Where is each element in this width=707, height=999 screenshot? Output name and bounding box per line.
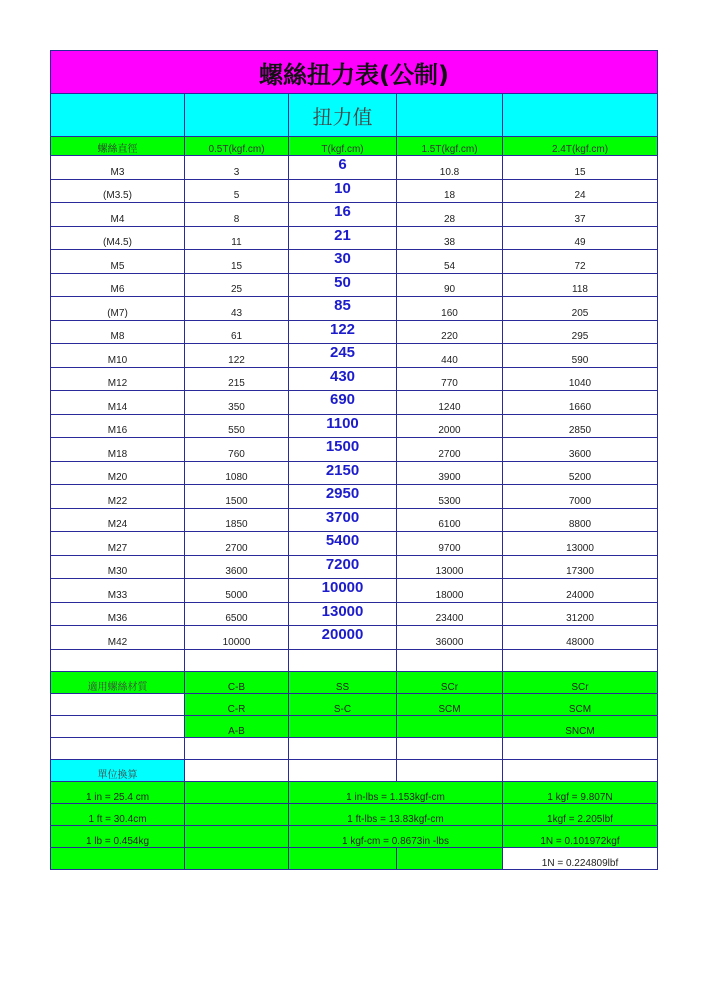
subheader-blank xyxy=(397,94,503,137)
cell-diameter: M33 xyxy=(51,579,185,603)
cell-diameter: M16 xyxy=(51,414,185,438)
cell-t: 21 xyxy=(289,226,397,250)
material-cell: SS xyxy=(289,671,397,693)
cell-diameter: M42 xyxy=(51,626,185,650)
cell-0-5t: 25 xyxy=(185,273,289,297)
material-cell: SNCM xyxy=(503,715,658,737)
cell-0-5t: 11 xyxy=(185,226,289,250)
cell-1-5t: 2000 xyxy=(397,414,503,438)
cell-2-4t: 72 xyxy=(503,250,658,274)
cell-2-4t: 5200 xyxy=(503,461,658,485)
material-row xyxy=(51,715,658,737)
cell-2-4t: 24000 xyxy=(503,579,658,603)
cell-t: 1100 xyxy=(289,414,397,438)
cell-0-5t: 5000 xyxy=(185,579,289,603)
cell-0-5t: 1500 xyxy=(185,485,289,509)
torque-table-sheet xyxy=(50,50,657,870)
cell-t: 1500 xyxy=(289,438,397,462)
blank-cell xyxy=(397,649,503,671)
conversion-force: 1kgf = 2.205lbf xyxy=(503,803,658,825)
cell-0-5t: 1080 xyxy=(185,461,289,485)
table-row xyxy=(51,273,658,297)
cell-0-5t: 350 xyxy=(185,391,289,415)
cell-diameter: M27 xyxy=(51,532,185,556)
subheader-torque-value: 扭力值 xyxy=(289,94,397,137)
material-cell: SCM xyxy=(397,693,503,715)
spacer-row xyxy=(51,737,658,759)
cell-t: 5400 xyxy=(289,532,397,556)
cell-1-5t: 9700 xyxy=(397,532,503,556)
cell-2-4t: 118 xyxy=(503,273,658,297)
cell-t: 430 xyxy=(289,367,397,391)
materials-label: 適用螺絲材質 xyxy=(51,671,185,693)
cell-0-5t: 6500 xyxy=(185,602,289,626)
conversion-row xyxy=(51,803,658,825)
cell-diameter: M3 xyxy=(51,156,185,180)
cell-1-5t: 5300 xyxy=(397,485,503,509)
cell-diameter: M5 xyxy=(51,250,185,274)
table-row xyxy=(51,532,658,556)
cell-2-4t: 3600 xyxy=(503,438,658,462)
cell-2-4t: 15 xyxy=(503,156,658,180)
blank-cell xyxy=(51,693,185,715)
cell-1-5t: 2700 xyxy=(397,438,503,462)
table-row xyxy=(51,555,658,579)
cell-diameter: M14 xyxy=(51,391,185,415)
cell-0-5t: 2700 xyxy=(185,532,289,556)
cell-1-5t: 54 xyxy=(397,250,503,274)
blank-cell xyxy=(51,737,185,759)
cell-diameter: M20 xyxy=(51,461,185,485)
material-cell: A-B xyxy=(185,715,289,737)
conversion-row xyxy=(51,847,658,869)
conversion-label: 單位換算 xyxy=(51,759,185,781)
material-row xyxy=(51,693,658,715)
cell-1-5t: 3900 xyxy=(397,461,503,485)
cell-diameter: M8 xyxy=(51,320,185,344)
cell-t: 85 xyxy=(289,297,397,321)
table-row xyxy=(51,508,658,532)
cell-1-5t: 28 xyxy=(397,203,503,227)
cell-diameter: M24 xyxy=(51,508,185,532)
torque-table xyxy=(50,50,658,870)
cell-diameter: M12 xyxy=(51,367,185,391)
table-row xyxy=(51,226,658,250)
material-cell: SCr xyxy=(503,671,658,693)
blank-cell xyxy=(185,825,289,847)
material-cell: C-R xyxy=(185,693,289,715)
cell-diameter: M30 xyxy=(51,555,185,579)
conversion-length: 1 in = 25.4 cm xyxy=(51,781,185,803)
table-row xyxy=(51,579,658,603)
material-cell xyxy=(397,715,503,737)
table-row xyxy=(51,602,658,626)
cell-t: 3700 xyxy=(289,508,397,532)
cell-0-5t: 8 xyxy=(185,203,289,227)
cell-1-5t: 38 xyxy=(397,226,503,250)
blank-cell xyxy=(503,759,658,781)
cell-2-4t: 48000 xyxy=(503,626,658,650)
cell-2-4t: 2850 xyxy=(503,414,658,438)
conversion-torque: 1 in-lbs = 1.153kgf-cm xyxy=(289,781,503,803)
conversion-header-row xyxy=(51,759,658,781)
cell-t: 10 xyxy=(289,179,397,203)
blank-cell xyxy=(397,737,503,759)
table-row xyxy=(51,438,658,462)
blank-cell xyxy=(289,649,397,671)
cell-0-5t: 550 xyxy=(185,414,289,438)
material-row xyxy=(51,671,658,693)
cell-diameter: M22 xyxy=(51,485,185,509)
blank-cell xyxy=(503,649,658,671)
table-row xyxy=(51,297,658,321)
table-row xyxy=(51,250,658,274)
cell-2-4t: 17300 xyxy=(503,555,658,579)
cell-2-4t: 37 xyxy=(503,203,658,227)
cell-t: 2150 xyxy=(289,461,397,485)
cell-t: 7200 xyxy=(289,555,397,579)
table-row xyxy=(51,626,658,650)
cell-t: 16 xyxy=(289,203,397,227)
table-row xyxy=(51,179,658,203)
conversion-force: 1N = 0.101972kgf xyxy=(503,825,658,847)
table-title: 螺絲扭力表(公制) xyxy=(51,51,658,94)
cell-diameter: M10 xyxy=(51,344,185,368)
table-row xyxy=(51,320,658,344)
conversion-row xyxy=(51,781,658,803)
table-row xyxy=(51,391,658,415)
cell-0-5t: 1850 xyxy=(185,508,289,532)
cell-0-5t: 61 xyxy=(185,320,289,344)
cell-t: 2950 xyxy=(289,485,397,509)
blank-cell xyxy=(289,759,397,781)
blank-cell xyxy=(289,737,397,759)
blank-cell xyxy=(503,737,658,759)
cell-t: 245 xyxy=(289,344,397,368)
cell-2-4t: 8800 xyxy=(503,508,658,532)
cell-2-4t: 295 xyxy=(503,320,658,344)
cell-2-4t: 24 xyxy=(503,179,658,203)
cell-2-4t: 1040 xyxy=(503,367,658,391)
cell-0-5t: 215 xyxy=(185,367,289,391)
cell-0-5t: 760 xyxy=(185,438,289,462)
cell-0-5t: 15 xyxy=(185,250,289,274)
spacer-row xyxy=(51,649,658,671)
cell-2-4t: 590 xyxy=(503,344,658,368)
cell-2-4t: 1660 xyxy=(503,391,658,415)
cell-diameter: M6 xyxy=(51,273,185,297)
cell-t: 122 xyxy=(289,320,397,344)
cell-0-5t: 122 xyxy=(185,344,289,368)
cell-t: 13000 xyxy=(289,602,397,626)
table-row xyxy=(51,156,658,180)
column-header-diameter: 螺絲直徑 xyxy=(51,137,185,156)
material-cell: C-B xyxy=(185,671,289,693)
cell-1-5t: 1240 xyxy=(397,391,503,415)
cell-1-5t: 23400 xyxy=(397,602,503,626)
cell-1-5t: 160 xyxy=(397,297,503,321)
table-row xyxy=(51,461,658,485)
cell-2-4t: 205 xyxy=(503,297,658,321)
material-cell xyxy=(289,715,397,737)
blank-cell xyxy=(185,759,289,781)
cell-1-5t: 220 xyxy=(397,320,503,344)
blank-cell xyxy=(289,847,397,869)
conversion-length xyxy=(51,847,185,869)
table-row xyxy=(51,344,658,368)
cell-t: 10000 xyxy=(289,579,397,603)
cell-t: 20000 xyxy=(289,626,397,650)
column-header-t: T(kgf.cm) xyxy=(289,137,397,156)
cell-t: 50 xyxy=(289,273,397,297)
cell-2-4t: 49 xyxy=(503,226,658,250)
cell-diameter: (M3.5) xyxy=(51,179,185,203)
cell-1-5t: 13000 xyxy=(397,555,503,579)
cell-1-5t: 18000 xyxy=(397,579,503,603)
blank-cell xyxy=(185,737,289,759)
blank-cell xyxy=(185,847,289,869)
material-cell: SCr xyxy=(397,671,503,693)
blank-cell xyxy=(185,803,289,825)
table-row xyxy=(51,367,658,391)
subheader-blank xyxy=(51,94,185,137)
cell-t: 6 xyxy=(289,156,397,180)
cell-1-5t: 770 xyxy=(397,367,503,391)
column-header-0-5t: 0.5T(kgf.cm) xyxy=(185,137,289,156)
cell-0-5t: 10000 xyxy=(185,626,289,650)
blank-cell xyxy=(51,649,185,671)
blank-cell xyxy=(51,715,185,737)
cell-1-5t: 6100 xyxy=(397,508,503,532)
table-row xyxy=(51,485,658,509)
table-row xyxy=(51,414,658,438)
cell-2-4t: 31200 xyxy=(503,602,658,626)
cell-t: 690 xyxy=(289,391,397,415)
conversion-length: 1 lb = 0.454kg xyxy=(51,825,185,847)
cell-2-4t: 13000 xyxy=(503,532,658,556)
cell-diameter: (M7) xyxy=(51,297,185,321)
blank-cell xyxy=(185,781,289,803)
material-cell: S-C xyxy=(289,693,397,715)
cell-diameter: M18 xyxy=(51,438,185,462)
cell-0-5t: 3600 xyxy=(185,555,289,579)
cell-diameter: M4 xyxy=(51,203,185,227)
conversion-force: 1 kgf = 9.807N xyxy=(503,781,658,803)
cell-1-5t: 10.8 xyxy=(397,156,503,180)
cell-0-5t: 3 xyxy=(185,156,289,180)
subheader-blank xyxy=(185,94,289,137)
column-header-2-4t: 2.4T(kgf.cm) xyxy=(503,137,658,156)
blank-cell xyxy=(397,759,503,781)
cell-1-5t: 90 xyxy=(397,273,503,297)
cell-diameter: M36 xyxy=(51,602,185,626)
table-row xyxy=(51,203,658,227)
blank-cell xyxy=(185,649,289,671)
conversion-torque: 1 kgf-cm = 0.8673in -lbs xyxy=(289,825,503,847)
cell-0-5t: 43 xyxy=(185,297,289,321)
column-header-1-5t: 1.5T(kgf.cm) xyxy=(397,137,503,156)
cell-1-5t: 18 xyxy=(397,179,503,203)
cell-1-5t: 440 xyxy=(397,344,503,368)
cell-2-4t: 7000 xyxy=(503,485,658,509)
blank-cell xyxy=(397,847,503,869)
subheader-blank xyxy=(503,94,658,137)
conversion-force: 1N = 0.224809lbf xyxy=(503,847,658,869)
cell-0-5t: 5 xyxy=(185,179,289,203)
cell-diameter: (M4.5) xyxy=(51,226,185,250)
conversion-row xyxy=(51,825,658,847)
cell-1-5t: 36000 xyxy=(397,626,503,650)
material-cell: SCM xyxy=(503,693,658,715)
conversion-length: 1 ft = 30.4cm xyxy=(51,803,185,825)
cell-t: 30 xyxy=(289,250,397,274)
conversion-torque: 1 ft-lbs = 13.83kgf-cm xyxy=(289,803,503,825)
